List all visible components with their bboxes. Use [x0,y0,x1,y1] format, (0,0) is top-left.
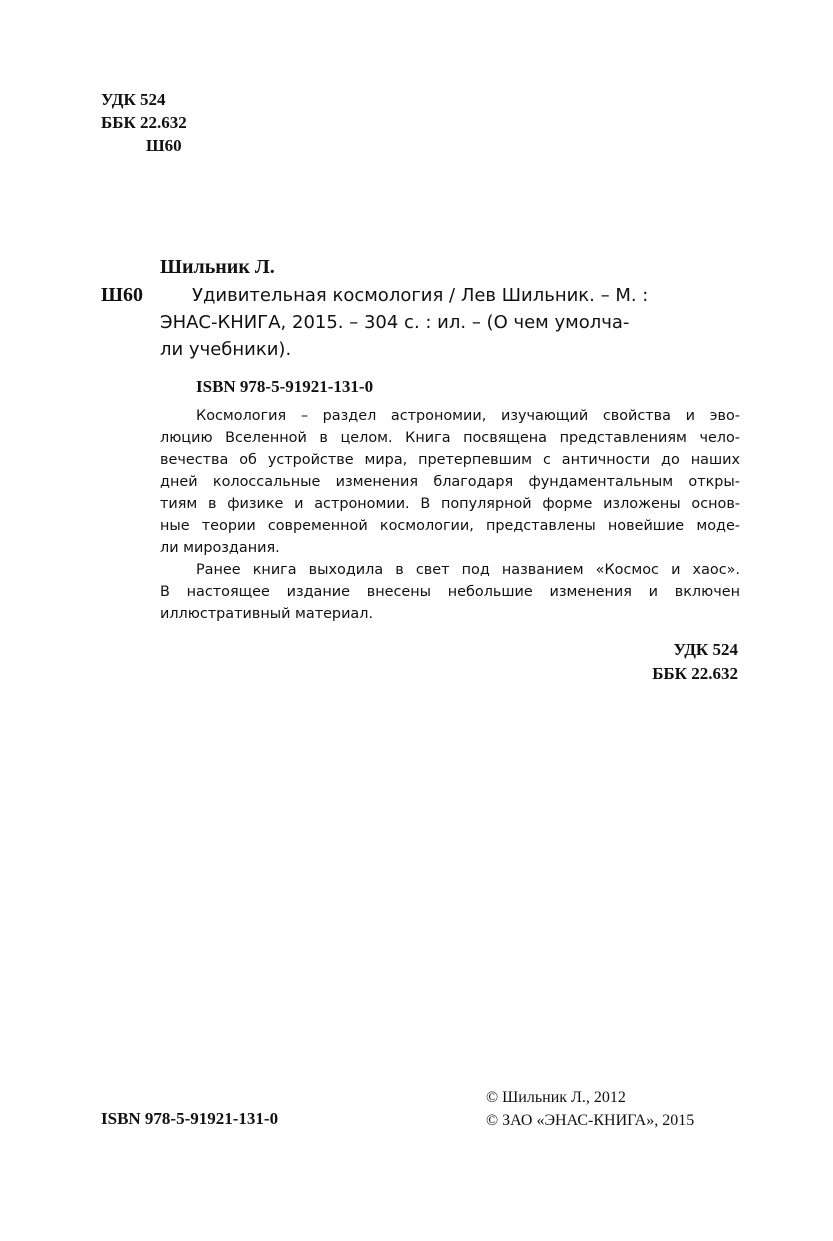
annotation-line: Космология – раздел астрономии, изучающий свойства и эво- [196,408,740,424]
annotation-line: тиям в физике и астрономии. В популярной форме изложены основ- [160,496,740,512]
isbn-footer: ISBN 978-5-91921-131-0 [101,1109,279,1128]
annotation-line: люцию Вселенной в целом. Книга посвящена представлениям чело- [160,430,740,446]
bib-line: ли учебники). [160,339,292,360]
bbk-code-right: ББК 22.632 [652,664,738,683]
isbn-entry: ISBN 978-5-91921-131-0 [196,377,374,396]
annotation-line: дней колоссальные изменения благодаря фундаментальным откры- [160,474,740,490]
bibliographic-description [160,282,740,363]
annotation-line: ли мироздания. [160,540,280,556]
author-code-top: Ш60 [146,136,182,155]
udk-code-top: УДК 524 [101,90,166,109]
annotation-line: ные теории современной космологии, представлены новейшие моде- [160,518,740,534]
annotation-line: вечества об устройстве мира, претерпевшим с античности до наших [160,452,740,468]
annotation-line: Ранее книга выходила в свет под названием «Космос и хаос». [196,562,740,578]
annotation-text [160,405,740,625]
bbk-code-top: ББК 22.632 [101,113,187,132]
bib-line: ЭНАС-КНИГА, 2015. – 304 с. : ил. – (О чем умолча- [160,312,630,333]
author-name: Шильник Л. [160,256,275,278]
bib-line: Удивительная космология / Лев Шильник. – М. : [192,285,649,306]
copyright-author: © Шильник Л., 2012 [486,1089,626,1106]
author-code-side: Ш60 [101,284,143,306]
copyright-publisher: © ЗАО «ЭНАС-КНИГА», 2015 [486,1112,695,1129]
udk-code-right: УДК 524 [673,640,738,659]
annotation-line: иллюстративный материал. [160,606,374,622]
annotation-line: В настоящее издание внесены небольшие изменения и включен [160,584,740,600]
